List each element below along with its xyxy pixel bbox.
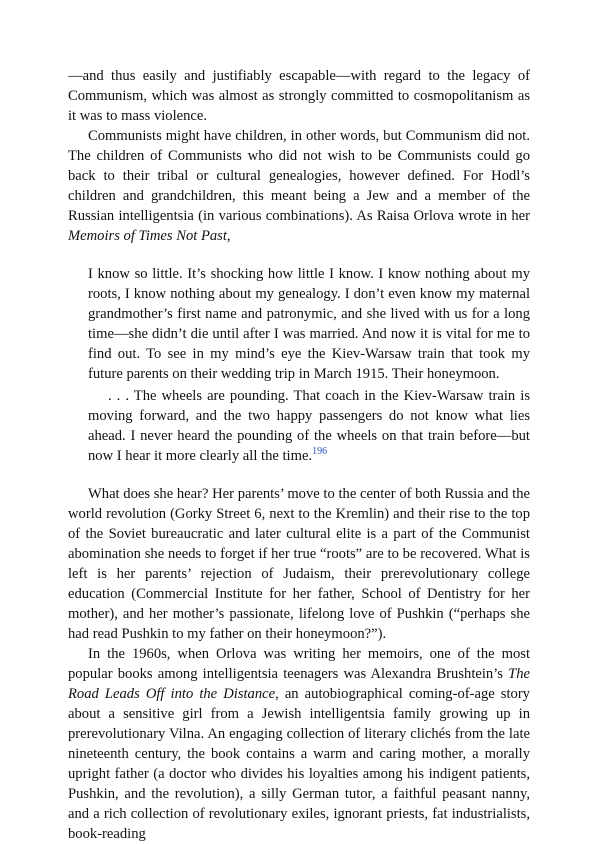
paragraph-text: In the 1960s, when Orlova was writing her memoirs, one of the most popular books among intelligentsia teenagers was Alexandra Brushtein’s	[68, 646, 530, 682]
book-page	[68, 66, 530, 844]
block-quote	[88, 264, 530, 466]
book-title-memoirs: Memoirs of Times Not Past	[68, 228, 227, 244]
paragraph-continuation	[68, 66, 530, 126]
quote-text: I know so little. It’s shocking how little I know. I know nothing about my roots, I know nothing about my genealogy. I don’t even know my maternal grandmother’s first name and patronymic, and she lived with us for a long time—she didn’t die until after I was married. And now it is vital for me to find out. To see in my mind’s eye the Kiev-Warsaw train that took my future parents on their wedding trip in March 1915. Their honeymoon.	[88, 266, 530, 382]
paragraph-what-does-she-hear	[68, 484, 530, 644]
paragraph-1960s	[68, 644, 530, 844]
quote-paragraph-1	[88, 264, 530, 384]
paragraph-text: What does she hear? Her parents’ move to the center of both Russia and the world revolution (Gorky Street 6, next to the Kremlin) and their rise to the top of the Soviet bureaucratic and later cultural elite is a part of the Communist abomination she needs to forget if her true “roots” are to be recovered. What is left is her parents’ rejection of Judaism, their prerevolutionary college education (Commercial Institute for her father, School of Dentistry for her mother), and her mother’s passionate, lifelong love of Pushkin (“perhaps she had read Pushkin to my father on their honeymoon?”).	[68, 486, 530, 642]
quote-paragraph-2	[88, 386, 530, 466]
quote-text: . . . The wheels are pounding. That coach in the Kiev-Warsaw train is moving forward, and the two happy passengers do not know what lies ahead. I never heard the pounding of the wheels on that train before—but now I hear it more clearly all the time.	[88, 388, 530, 464]
paragraph-text: Communists might have children, in other words, but Communism did not. The children of Communists who did not wish to be Communists could go back to their tribal or cultural genealogies, however defined. For Hodl’s children and grandchildren, this meant being a Jew and a member of the Russian intelligentsia (in various combinations). As Raisa Orlova wrote in her	[68, 128, 530, 224]
paragraph-text-end: ,	[226, 228, 231, 244]
paragraph-communists-children	[68, 126, 530, 246]
paragraph-text-end: , an autobiographical coming-of-age story about a sensitive girl from a Jewish intelligentsia family growing up in prerevolutionary Vilna. An engaging collection of literary clichés from the late nineteenth century, the book contains a warm and caring mother, a morally upright father (a doctor who divides his loyalties among his indigent patients, Pushkin, and the revolution), a silly German tutor, a faithful peasant nanny, and a rich collection of revolutionary exiles, ignorant priests, fat industrialists, book-reading	[68, 686, 530, 842]
footnote-reference-link[interactable]: 196	[312, 446, 328, 458]
paragraph-text: —and thus easily and justifiably escapable—with regard to the legacy of Communism, which was almost as strongly committed to cosmopolitanism as it was to mass violence.	[68, 68, 530, 124]
book-title-road: The Road Leads Off into the Distance	[68, 666, 530, 702]
